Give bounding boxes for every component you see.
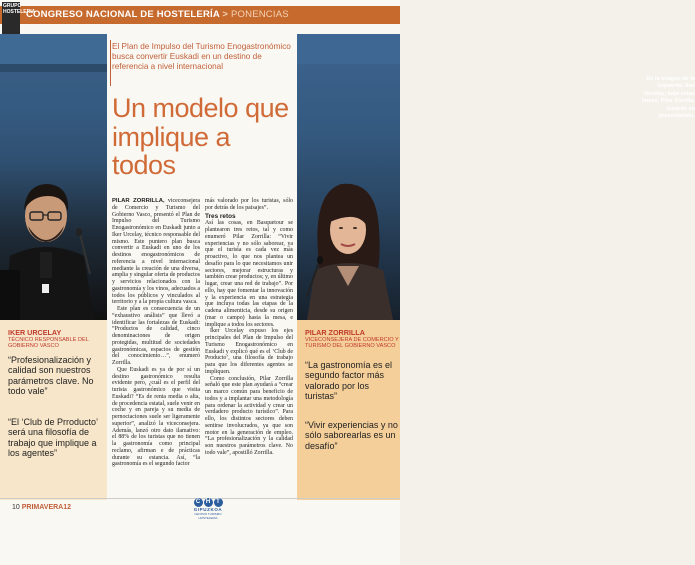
- pull-quote: “La gastronomía es el segundo factor más valorado por los turistas”: [305, 360, 393, 402]
- magazine-name: [22, 504, 71, 511]
- magazine-year: 12: [63, 504, 72, 511]
- page-footer: [12, 504, 71, 511]
- publication-logo: GRUPO HOSTELERIA: [2, 2, 20, 38]
- sponsor-letter: T: [214, 498, 223, 507]
- magazine-title: PRIMAVERA: [21, 504, 64, 511]
- sponsor-subtitle: CENTRO TURISMO HOSTELERIA: [194, 512, 222, 520]
- sponsor-letter: C: [194, 498, 203, 507]
- pull-quote: “Vivir experiencias y no sólo saborearlas es un desafío”: [305, 420, 398, 451]
- intro-rule: [110, 40, 111, 86]
- portrait-man: [0, 34, 107, 320]
- article-intro: El Plan de Impulso del Turismo Enogastronómico busca convertir Euskadi en un destino de referencia a nivel internacional: [112, 42, 291, 71]
- subheading: Tres retos: [205, 212, 236, 220]
- paragraph: Este plan es consecuencia de un “exhaustivo análisis” que llevó a identificar las fortalezas de Euskadi: “Productos de calidad, cinco denominaciones de origen protegidas, multitud de sociedades gastronómicas, espacios de gestión del conocimiento…”, enumeró Zorrilla.: [112, 306, 200, 366]
- article-column-2: [205, 198, 293, 457]
- sponsor-letter: H: [204, 498, 213, 507]
- paragraph: Iker Urcelay expuso los ejes principales del Plan de Impulso del Turismo Enogastronómico en Euskadi y explicó qué es el ‘Club de Producto’, una filosofía de trabajo para que los diferentes agentes se impliquen.: [205, 328, 293, 375]
- breadcrumb-separator: >: [222, 9, 229, 20]
- paragraph-text: viceconsejera de Comercio y Turismo del Gobierno Vasco, presentó el Plan de Impulso del Turismo Enogastronómico en Euskadi junto a Iker Urcelay, técnico responsable del mismo. Este puntero plan busca convertir a Euskadi en uno de los destinos enogastronómicos de referencia a nivel internacional mediante la creación de una diversa, amplia y singular oferta de productos y servicios relacionados con la gastronomía y los vinos, adecuados a todos los públicos y vinculados al territorio y a la propia cultura vasca.: [112, 198, 200, 306]
- article-headline: Un modelo que implique a todos: [112, 93, 289, 180]
- sponsor-logo: [188, 498, 228, 520]
- pull-quote: “El ‘Club de Prroducto’ será una filosofía de trabajo que implique a los agentes”: [8, 417, 98, 459]
- photo-iker-urcelay: [0, 34, 107, 320]
- section-name: PONENCIAS: [231, 9, 289, 20]
- paragraph: Así las cosas, en Basquetour se plantearon tres retos, tal y como enumeró Pilar Zorrilla: “Vivir experiencias y no sólo saborear, ya que el turista es cada vez más proactivo, lo que nos plantea un desafío para lo que necesitamos unir sectores, mejorar estructuras y también crear productos; y, en último lugar, crear una red de trabajo”. Por ello, hay que fomentar la innovación y la experiencia en una estrategia que incluya todas las etapas de la cadena alimenticia, desde su origen (mar o campo) hasta la mesa, e implique a todos los sectores.: [205, 220, 293, 328]
- section-header-text: [26, 9, 289, 20]
- portrait-woman: [297, 34, 400, 320]
- event-title: CONGRESO NACIONAL DE HOSTELERÍA: [26, 9, 220, 20]
- photo-caption: En la imagen de la izquierda, Iker Urcelay; bajo estas líneas, Pilar Zorrilla, durante su presentación.: [641, 76, 695, 120]
- speaker-right-tag: [305, 328, 400, 350]
- lead-in: PILAR ZORRILLA,: [112, 198, 165, 204]
- speaker-left-tag: [8, 328, 108, 350]
- section-header-band: [0, 6, 400, 24]
- paragraph: Que Euskadi es ya de por sí un destino gastronómico resulta evidente pero, ¿cuál es el perfil del turista gastronómico que visita Euskadi? “Es de renta media o alta, de procedencia estatal, suele venir en coche y en pareja y su media de pernoctaciones suele ser ligeramente superior”, analizó la viceconsejera. Además, lanzó otro dato ilamativo: el 88% de los turistas que no tienen la gastronomía como principal reclamo, afirman e de prácticas durante su estancia. Así, “la gastronomía es el segundo factor: [112, 366, 200, 468]
- speaker-name: IKER URCELAY: [8, 328, 62, 337]
- sponsor-circles: [188, 498, 228, 507]
- speaker-name: PILAR ZORRILLA: [305, 328, 365, 337]
- speaker-role: VICECONSEJERA DE COMERCIO Y TURISMO DEL GOBIERNO VASCO: [305, 337, 399, 350]
- paragraph: [112, 198, 200, 306]
- photo-pilar-zorrilla: [297, 34, 695, 320]
- pull-quote: “Profesionalización y calidad son nuestros parámetros clave. No todo vale”: [8, 355, 94, 397]
- paragraph: Como conclusión, Pilar Zorrilla señaló que este plan ayudará a “crear un marco común para beneficio de todos y a implantar una metodología para ordenar la actividad y crear un verdadero producto turístico”. Para ello, los distintos sectores deben sentirse involucrados, ya que son motor en la generación de empleo. “La profesionalización y la calidad son nuestros parámetros clave. No todo vale”, apostilló Zorrilla.: [205, 375, 293, 456]
- paragraph: más valorado por los turistas, sólo por detrás de los paisajes”.: [205, 198, 293, 211]
- page-number: 10: [12, 504, 20, 511]
- article-column-1: [112, 198, 200, 468]
- sponsor-name: GIPUZKOA: [193, 507, 223, 512]
- speaker-role: TÉCNICO RESPONSABLE DEL GOBIERNO VASCO: [8, 337, 89, 350]
